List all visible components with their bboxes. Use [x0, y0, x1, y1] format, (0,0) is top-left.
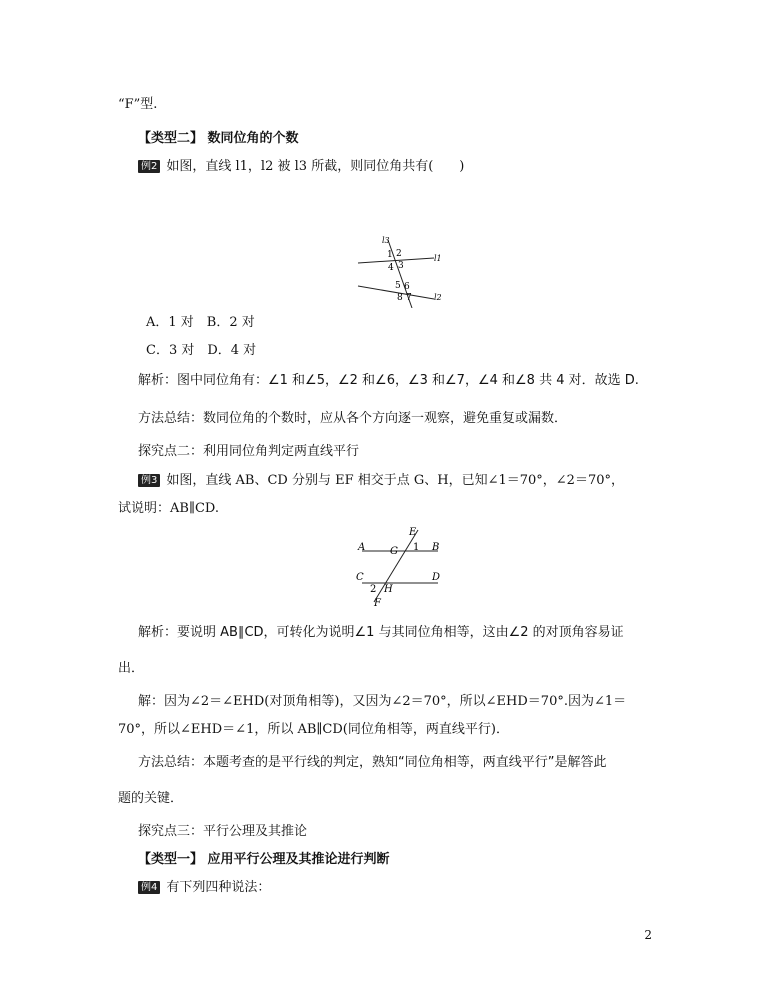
- example2-question: 如图，直线 l1，l2 被 l3 所截，则同位角共有( ): [166, 159, 465, 174]
- angle-4: 4: [388, 263, 394, 273]
- angle-7: 7: [406, 293, 412, 303]
- analysis-example3-line-1: 解析：要说明 AB∥CD，可转化为说明∠1 与其同位角相等，这由∠2 的对顶角容易证: [138, 625, 624, 640]
- label-d: D: [432, 572, 441, 583]
- intro-tail: “F”型.: [118, 97, 158, 112]
- label-e: E: [409, 527, 417, 538]
- options-row-1: A．1 对 B．2 对: [146, 315, 255, 330]
- method-example3-line-1: 方法总结：本题考查的是平行线的判定，熟知“同位角相等，两直线平行”是解答此: [138, 755, 607, 770]
- label-f: F: [374, 598, 381, 608]
- method-example3-line-2: 题的关键．: [118, 791, 184, 806]
- label-a: A: [358, 542, 366, 553]
- point3-heading: 探究点三：平行公理及其推论: [138, 824, 308, 839]
- solution-example3-line-2: 70°，所以∠EHD＝∠1，所以 AB∥CD(同位角相等，两直线平行)．: [118, 722, 509, 737]
- figure-ab-cd-ef: [352, 524, 452, 608]
- analysis-example3-line-2: 出．: [118, 661, 145, 676]
- options-row-2: C．3 对 D．4 对: [146, 343, 257, 358]
- label-c: C: [356, 572, 364, 583]
- example2-tag: 例2: [138, 160, 160, 173]
- line-ef: [374, 530, 418, 602]
- label-h: H: [384, 584, 393, 595]
- method-example2: 方法总结：数同位角的个数时，应从各个方向逐一观察，避免重复或漏数．: [138, 411, 568, 426]
- point2-heading: 探究点二：利用同位角判定两直线平行: [138, 444, 360, 459]
- example3-tag: 例3: [138, 474, 160, 487]
- label-angle-1: 1: [413, 542, 420, 553]
- label-b: B: [432, 542, 440, 553]
- angle-3: 3: [398, 261, 404, 271]
- angle-1: 1: [387, 250, 393, 260]
- angle-8: 8: [397, 293, 403, 303]
- type1-heading: 【类型一】 应用平行公理及其推论进行判断: [138, 852, 390, 867]
- type2-heading: 【类型二】 数同位角的个数: [138, 131, 299, 146]
- solution-example3-line-1: 解：因为∠2＝∠EHD(对顶角相等)，又因为∠2＝70°，所以∠EHD＝70°.因为∠1＝: [138, 694, 627, 709]
- example3-line-2: 试说明：AB∥CD.: [118, 501, 219, 516]
- example4-text: 有下列四种说法：: [166, 880, 271, 895]
- label-angle-2: 2: [370, 584, 377, 595]
- example4-line: [138, 879, 270, 897]
- label-l1: l1: [434, 254, 442, 263]
- analysis-example2: 解析：图中同位角有：∠1 和∠5，∠2 和∠6，∠3 和∠7，∠4 和∠8 共 4 对．故选 D.: [138, 373, 639, 388]
- angle-6: 6: [404, 282, 410, 292]
- example3-text-1: 如图，直线 AB、CD 分别与 EF 相交于点 G、H，已知∠1＝70°，∠2＝70°，: [166, 473, 624, 488]
- angle-5: 5: [395, 281, 401, 291]
- example2-question-line: [138, 158, 464, 176]
- label-l2: l2: [434, 293, 442, 302]
- example3-line-1: [138, 472, 624, 490]
- figure-parallel-transversal: [350, 230, 450, 308]
- page-number: 2: [644, 928, 652, 942]
- example4-tag: 例4: [138, 881, 160, 894]
- label-g: G: [390, 546, 398, 557]
- label-l3: l3: [382, 236, 390, 245]
- angle-2: 2: [396, 249, 402, 259]
